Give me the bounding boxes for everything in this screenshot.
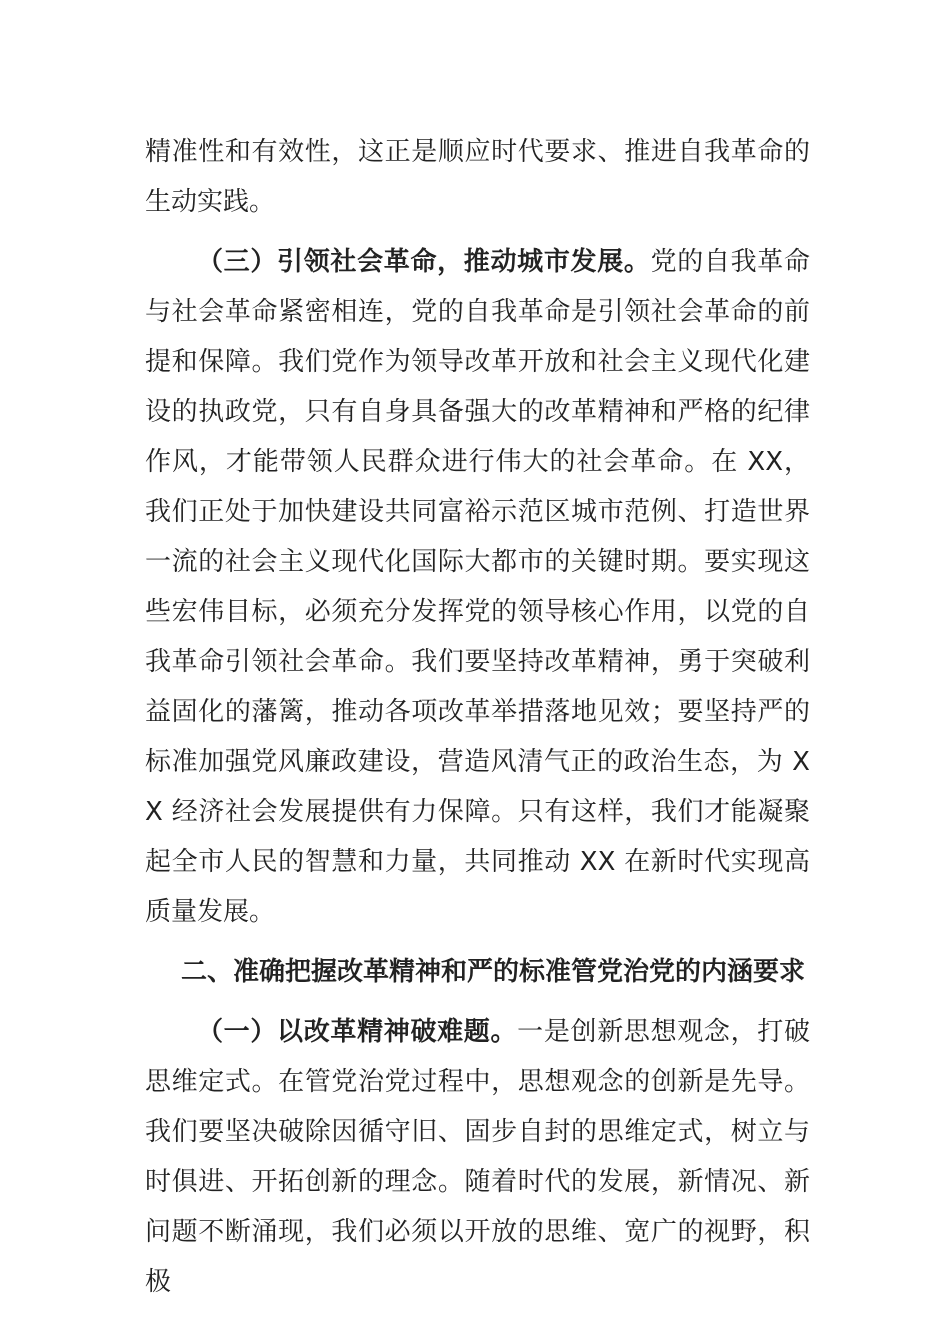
paragraph-gap [145,227,810,237]
paragraph-social-revolution [145,237,810,937]
paragraph-continuation [145,127,810,227]
paragraph-lead-heading: （三）引领社会革命，推动城市发展。 [197,247,651,277]
paragraph-body-text: 一是创新思想观念，打破思维定式。在管党治党过程中，思想观念的创新是先导。我们要坚决破除因循守旧、固步自封的思维定式，树立与时俱进、开拓创新的理念。随着时代的发展，新情况、新问题不断涌现，我们必须以开放的思维、宽广的视野，积极 [145,1017,810,1297]
document-body [145,127,810,1307]
paragraph-body-text: 党的自我革命与社会革命紧密相连，党的自我革命是引领社会革命的前提和保障。我们党作为领导改革开放和社会主义现代化建设的执政党，只有自身具备强大的改革精神和严格的纪律作风，才能带领人民群众进行伟大的社会革命。在 XX，我们正处于加快建设共同富裕示范区城市范例、打造世界一流的社会主义现代化国际大都市的关键时期。要实现这些宏伟目标，必须充分发挥党的领导核心作用，以党的自我革命引领社会革命。我们要坚持改革精神，勇于突破利益固化的藩篱，推动各项改革举措落地见效；要坚持严的标准加强党风廉政建设，营造风清气正的政治生态，为 XX 经济社会发展提供有力保障。只有这样，我们才能凝聚起全市人民的智慧和力量，共同推动 XX 在新时代实现高质量发展。 [145,247,810,927]
paragraph-gap [145,997,810,1007]
section-heading: 二、准确把握改革精神和严的标准管党治党的内涵要求 [181,957,806,987]
paragraph-continuation-text: 精准性和有效性，这正是顺应时代要求、推进自我革命的生动实践。 [145,137,810,217]
paragraph-lead-heading: （一）以改革精神破难题。 [197,1017,518,1047]
paragraph-reform-spirit [145,1007,810,1307]
paragraph-gap [145,937,810,947]
